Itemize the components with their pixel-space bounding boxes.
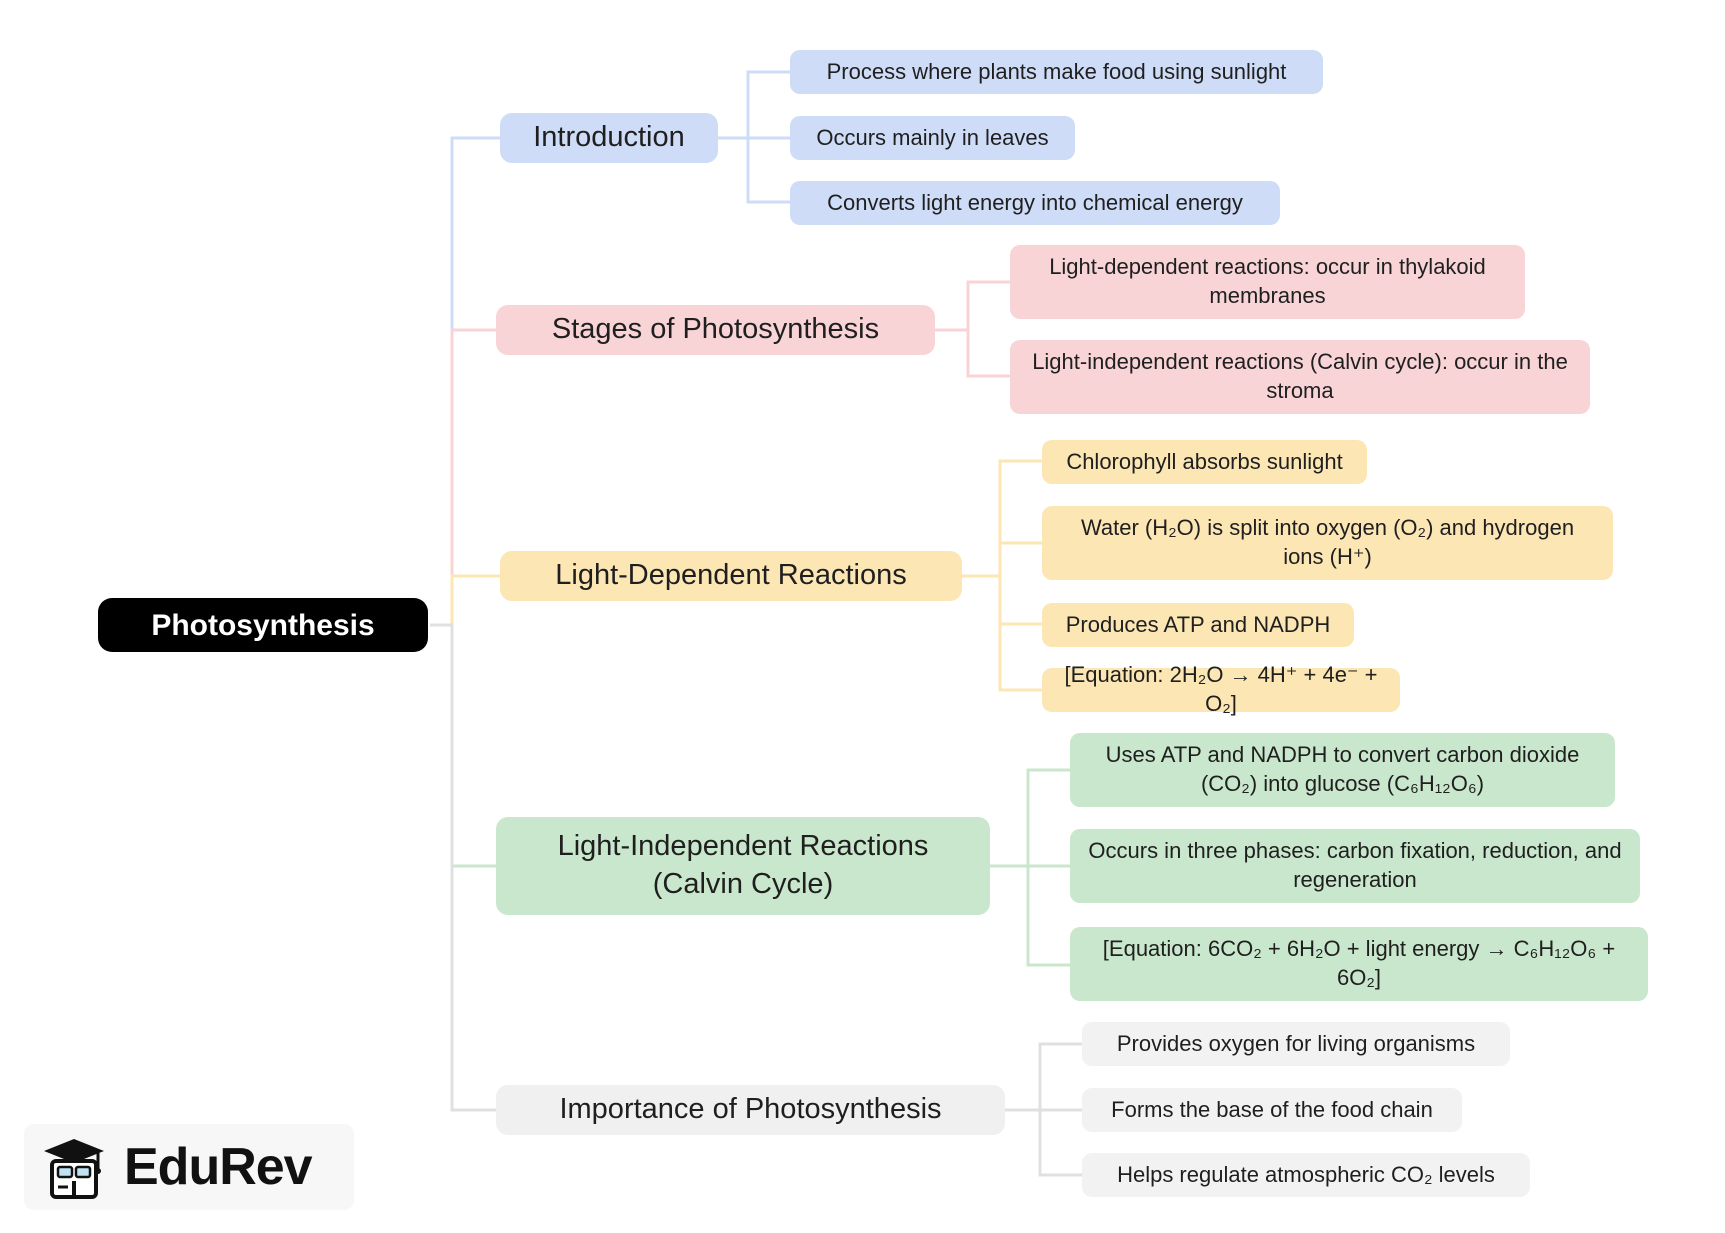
leaf-node[interactable] (1070, 927, 1648, 1001)
leaf-node[interactable] (790, 181, 1280, 225)
leaf-node[interactable] (1010, 340, 1590, 414)
leaf-node-label: Occurs mainly in leaves (816, 124, 1049, 150)
leaf-node-label: Helps regulate atmospheric CO₂ levels (1117, 1161, 1495, 1187)
branch-node-light-independent-reactions[interactable] (496, 817, 990, 915)
root-node-photosynthesis[interactable] (98, 598, 428, 652)
branch-node-label: Light-Dependent Reactions (555, 559, 907, 592)
leaf-node-label: Light-dependent reactions: occur in thylakoid membranes (1049, 254, 1486, 308)
leaf-node-label: Provides oxygen for living organisms (1116, 1030, 1476, 1056)
leaf-node-label: Occurs in three phases: carbon fixation, reduction, and regeneration (1088, 838, 1622, 892)
leaf-node[interactable] (1042, 662, 1400, 716)
leaf-node-label: Water (H₂O) is split into oxygen (O₂) and hydrogen ions (H⁺) (1080, 515, 1575, 569)
leaf-node-label: [Equation: 2H₂O → 4H⁺ + 4e⁻ + O₂] (1064, 662, 1378, 716)
leaf-node[interactable] (1010, 245, 1525, 319)
leaf-node[interactable] (1082, 1153, 1530, 1197)
leaf-node-label: Forms the base of the food chain (1111, 1096, 1433, 1122)
branch-node-importance-of-photosynthesis[interactable] (496, 1085, 1005, 1135)
leaf-node[interactable] (1082, 1022, 1510, 1066)
edurev-wordmark: EduRev (124, 1138, 312, 1196)
branch-node-stages-of-photosynthesis[interactable] (496, 305, 935, 355)
leaf-node[interactable] (1042, 440, 1367, 484)
branch-node-light-dependent-reactions[interactable] (500, 551, 962, 601)
graduation-cap-book-icon (38, 1131, 110, 1203)
leaf-node[interactable] (1070, 829, 1640, 903)
branch-node-label: Light-Independent Reactions (Calvin Cycle) (557, 830, 929, 900)
branch-node-label: Introduction (533, 121, 685, 154)
leaf-node-label: Converts light energy into chemical energy (827, 189, 1243, 215)
branch-node-introduction[interactable] (500, 113, 718, 163)
leaf-node-label: Light-independent reactions (Calvin cycle): occur in the stroma (1032, 349, 1568, 403)
leaf-node[interactable] (1042, 603, 1354, 647)
leaf-node[interactable] (1070, 733, 1615, 807)
root-node-label: Photosynthesis (151, 608, 375, 642)
leaf-node-label: Produces ATP and NADPH (1065, 611, 1331, 637)
leaf-node[interactable] (790, 50, 1323, 94)
edurev-watermark (24, 1124, 354, 1210)
leaf-node-label: Process where plants make food using sunlight (826, 58, 1287, 84)
leaf-node-label: [Equation: 6CO₂ + 6H₂O + light energy → C₆H₁₂O₆ + 6O₂] (1102, 936, 1616, 990)
leaf-node-label: Chlorophyll absorbs sunlight (1066, 448, 1343, 474)
leaf-node[interactable] (790, 116, 1075, 160)
leaf-node-label: Uses ATP and NADPH to convert carbon dioxide (CO₂) into glucose (C₆H₁₂O₆) (1105, 742, 1580, 796)
branch-node-label: Importance of Photosynthesis (559, 1093, 942, 1126)
leaf-node[interactable] (1042, 506, 1613, 580)
branch-node-label: Stages of Photosynthesis (551, 313, 880, 346)
leaf-node[interactable] (1082, 1088, 1462, 1132)
